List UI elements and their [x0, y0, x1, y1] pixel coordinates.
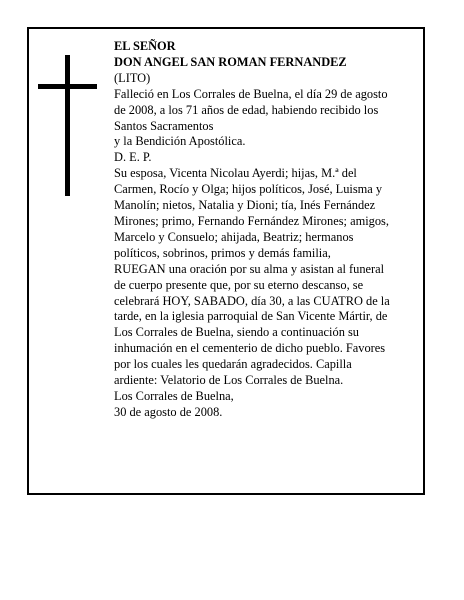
body-line: Carmen, Rocío y Olga; hijos políticos, José, Luisma y: [114, 182, 383, 197]
body-line: inhumación en el cementerio de dicho pueblo. Favores: [114, 341, 386, 356]
body-line: Marcelo y Consuelo; ahijada, Beatriz; hermanos: [114, 229, 354, 244]
body-line: ardiente: Velatorio de Los Corrales de Buelna.: [114, 373, 344, 388]
body-line: tarde, en la iglesia parroquial de San Vicente Mártir, de: [114, 309, 388, 324]
body-line: Mirones; primo, Fernando Fernández Mirones; amigos,: [114, 213, 389, 228]
body-line: y la Bendición Apostólica.: [114, 134, 246, 149]
date-line: 30 de agosto de 2008.: [114, 404, 223, 419]
deceased-name: DON ANGEL SAN ROMAN FERNANDEZ: [114, 54, 347, 69]
body-line: celebrará HOY, SABADO, día 30, a las CUATRO de la: [114, 293, 390, 308]
notice-title-line: EL SEÑOR: [114, 39, 176, 53]
body-line: por los cuales les quedarán agradecidos. Capilla: [114, 357, 352, 372]
dep-line: D. E. P.: [114, 150, 152, 165]
body-line: Falleció en Los Corrales de Buelna, el día 29 de agosto: [114, 86, 388, 101]
place-line: Los Corrales de Buelna,: [114, 388, 234, 403]
body-line: RUEGAN una oración por su alma y asistan al funeral: [114, 261, 385, 276]
body-line: Su esposa, Vicenta Nicolau Ayerdi; hijas, M.ª del: [114, 166, 357, 181]
body-line: Los Corrales de Buelna, siendo a continuación su: [114, 325, 359, 340]
cross-icon-vertical-bar: [65, 55, 70, 196]
body-line: Santos Sacramentos: [114, 118, 214, 133]
body-line: Manolín; nietos, Natalia y Dioni; tía, Inés Fernández: [114, 198, 376, 213]
body-line: políticos, sobrinos, primos y demás familia,: [114, 245, 331, 260]
notice-text: [114, 39, 420, 421]
body-line: de 2008, a los 71 años de edad, habiendo recibido los: [114, 102, 379, 117]
cross-icon-horizontal-bar: [38, 84, 97, 89]
nickname: (LITO): [114, 70, 151, 85]
body-line: de cuerpo presente que, por su eterno descanso, se: [114, 277, 364, 292]
